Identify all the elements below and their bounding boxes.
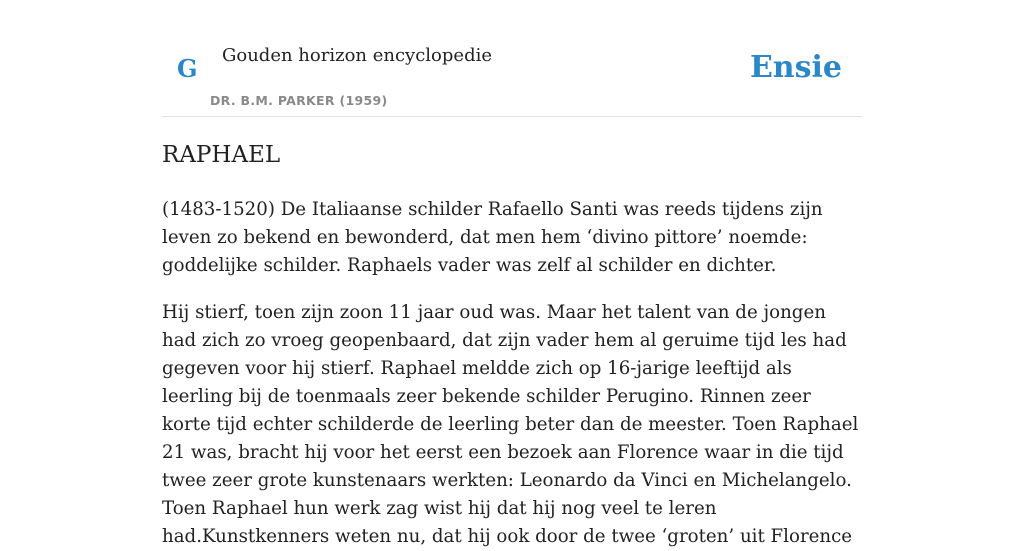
entry-title: RAPHAEL — [162, 142, 281, 168]
site-header — [162, 0, 862, 117]
entry-paragraph-2: Hij stierf, toen zijn zoon 11 jaar oud was. Maar het talent van de jongen had zich zo vroeg geopenbaard, dat zijn vader hem al geruime tijd les had gegeven voor hij stierf. Raphael meldde zich op 16-jarige leeftijd als leerling bij de toenmaals zeer bekende schilder Perugino. Rinnen zeer korte tijd echter schilderde de leerling beter dan de meester. Toen Raphael 21 was, bracht hij voor het eerst een bezoek aan Florence waar in die tijd twee zeer grote kunstenaars werkten: Leonardo da Vinci en Michelangelo. Toen Raphael hun werk zag wist hij dat hij nog veel te leren had.Kunstkenners weten nu, dat hij ook door de twee ‘groten’ uit Florence — [162, 302, 859, 547]
book-title[interactable]: Gouden horizon encyclopedie — [222, 45, 492, 66]
book-author: DR. B.M. PARKER (1959) — [210, 93, 388, 108]
entry-paragraph-1: (1483-1520) De Italiaanse schilder Rafaello Santi was reeds tijdens zijn leven zo bekend en bewonderd, dat men hem ‘divino pittore’ noemde: goddelijke schilder. Raphaels vader was zelf al schilder en dichter. — [162, 199, 823, 276]
entry-content — [162, 136, 862, 551]
book-logo[interactable]: G — [177, 54, 198, 83]
brand-logo[interactable]: Ensie — [749, 50, 842, 85]
